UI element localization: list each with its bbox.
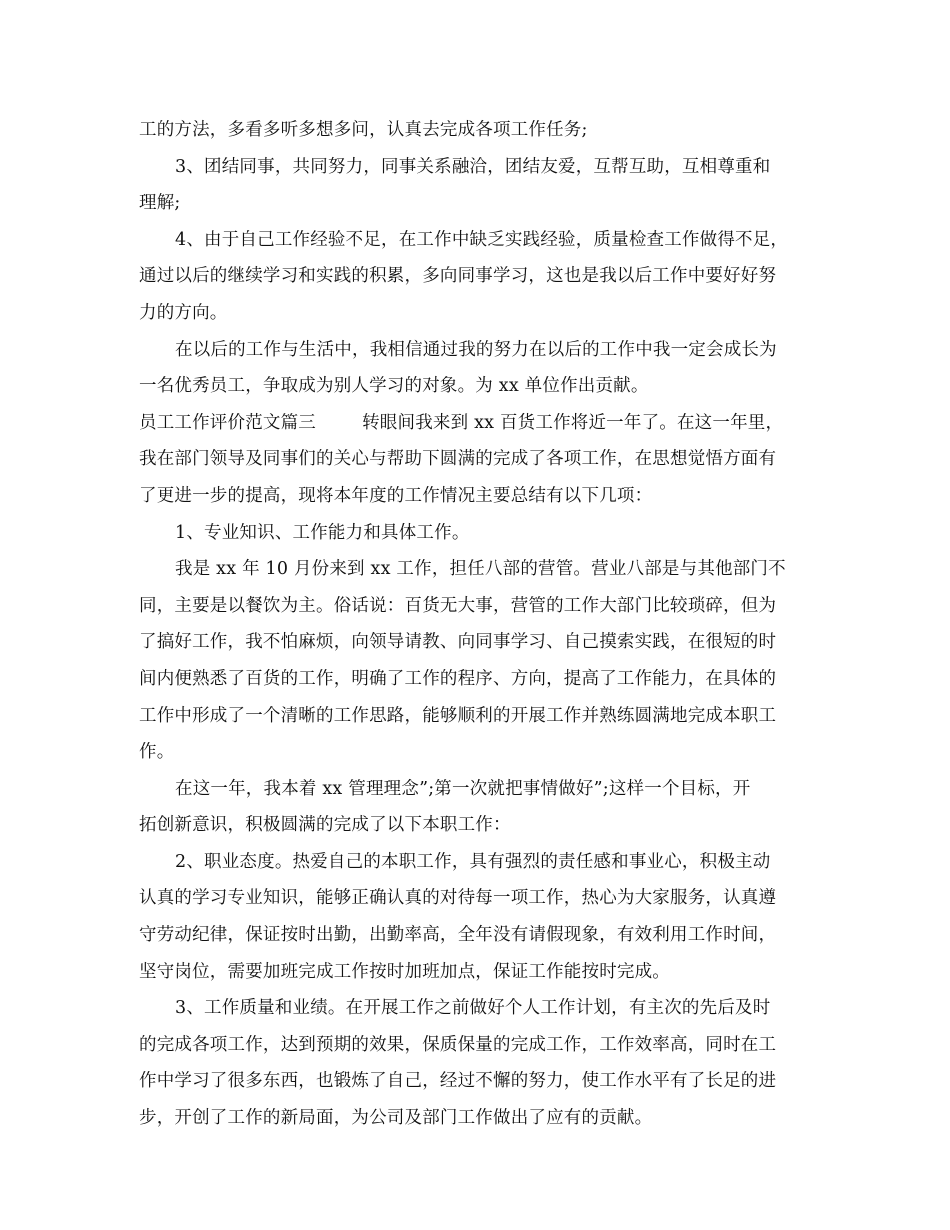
text-line: 的完成各项工作，达到预期的效果，保质保量的完成工作，工作效率高，同时在工	[139, 1034, 777, 1055]
text-line: 步，开创了工作的新局面，为公司及部门工作做出了应有的贡献。	[139, 1108, 653, 1129]
document-body	[139, 112, 829, 1137]
text-line: 理解;	[139, 193, 181, 214]
text-line: 拓创新意识，积极圆满的完成了以下本职工作：	[139, 815, 511, 836]
text-line: 作中学习了很多东西，也锻炼了自己，经过不懈的努力，使工作水平有了长足的进	[139, 1071, 777, 1092]
text-line: 力的方向。	[139, 302, 228, 323]
text-line: 作。	[139, 742, 175, 763]
text-line: 3、团结同事，共同努力，同事关系融洽，团结友爱，互帮互助，互相尊重和	[175, 156, 771, 177]
section-heading-line: 员工工作评价范文篇三 转眼间我来到 xx 百货工作将近一年了。在这一年里，	[139, 412, 784, 433]
text-line: 同，主要是以餐饮为主。俗话说：百货无大事，营管的工作大部门比较琐碎，但为	[139, 595, 777, 616]
text-line: 在以后的工作与生活中，我相信通过我的努力在以后的工作中我一定会成长为	[175, 339, 777, 360]
text-line: 认真的学习专业知识，能够正确认真的对待每一项工作，热心为大家服务，认真遵	[139, 888, 777, 909]
text-line: 工作中形成了一个清晰的工作思路，能够顺利的开展工作并熟练圆满地完成本职工	[139, 705, 777, 726]
text-line: 通过以后的继续学习和实践的积累，多向同事学习，这也是我以后工作中要好好努	[139, 266, 777, 287]
text-line: 3、工作质量和业绩。在开展工作之前做好个人工作计划，有主次的先后及时	[175, 998, 771, 1019]
text-line: 我是 xx 年 10 月份来到 xx 工作，担任八部的营管。营业八部是与其他部门不	[175, 559, 786, 580]
text-line: 了搞好工作，我不怕麻烦，向领导请教、向同事学习、自己摸索实践，在很短的时	[139, 632, 777, 653]
text-line: 了更进一步的提高，现将本年度的工作情况主要总结有以下几项：	[139, 485, 653, 506]
text-line: 间内便熟悉了百货的工作，明确了工作的程序、方向，提高了工作能力，在具体的	[139, 668, 777, 689]
text-line: 我在部门领导及同事们的关心与帮助下圆满的完成了各项工作，在思想觉悟方面有	[139, 449, 777, 470]
text-line: 坚守岗位，需要加班完成工作按时加班加点，保证工作能按时完成。	[139, 961, 670, 982]
text-line: 在这一年，我本着 xx 管理理念”;第一次就把事情做好”;这样一个目标，开	[175, 778, 751, 799]
text-line: 守劳动纪律，保证按时出勤，出勤率高，全年没有请假现象，有效利用工作时间，	[139, 925, 777, 946]
text-line: 4、由于自己工作经验不足，在工作中缺乏实践经验，质量检查工作做得不足，	[175, 229, 789, 250]
text-line: 1、专业知识、工作能力和具体工作。	[175, 522, 470, 543]
text-line: 2、职业态度。热爱自己的本职工作，具有强烈的责任感和事业心，积极主动	[175, 851, 771, 872]
text-line: 工的方法，多看多听多想多问，认真去完成各项工作任务;	[139, 120, 588, 140]
text-line: 一名优秀员工，争取成为别人学习的对象。为 xx 单位作出贡献。	[139, 376, 649, 397]
